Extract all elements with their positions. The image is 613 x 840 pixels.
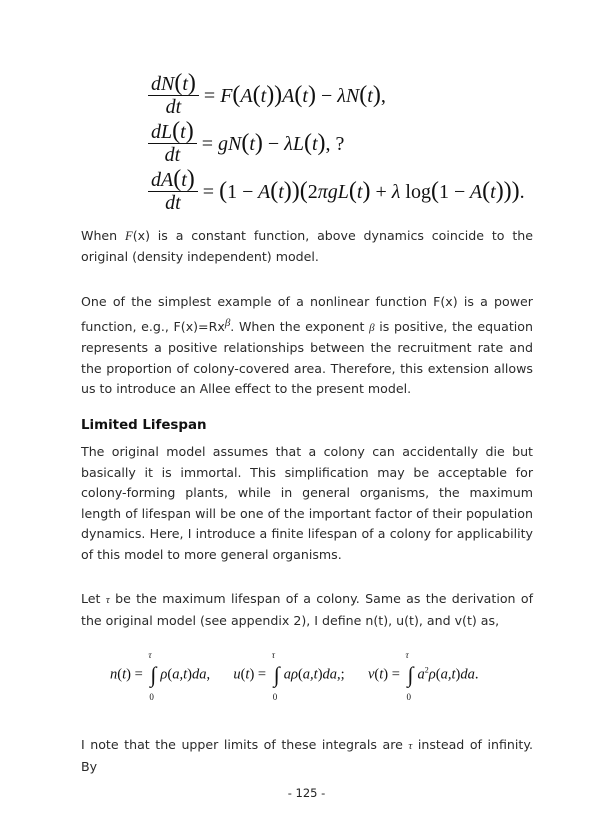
equation-dA-dt: $\frac{dA(t)}{dt}$ = (1 − A(t))(2πgL(t) + λ log(1 − A(t))).: [148, 168, 525, 214]
paragraph-upper-limits: I note that the upper limits of these integrals are τ instead of infinity. By: [81, 737, 533, 774]
equation-dN-dt: $\frac{dN(t)}{dt}$ = F(A(t))A(t) − λN(t),: [148, 72, 386, 118]
paragraph-power-function: One of the simplest example of a nonlinear function F(x) is a power function, e.g., $F(x)=Rx^\beta$. When the exponent β is positive, the equation represents a positive relationships between the recruitment rate and the proportion of colony-covered area. Therefore, this extension allows us to introduce an Allee effect to the present model.: [81, 294, 533, 397]
page-number: - 125 -: [287, 786, 326, 800]
paragraph-original-model: The original model assumes that a colony can accidentally die but basically it is immortal. This simplification may be acceptable for colony-forming plants, while in general organisms, the maximum length of lifespan will be one of the important factor of their population dynamics. Here, I introduce a finite lifespan of a colony for applicability of this model to more general organisms.: [81, 444, 533, 562]
equation-dL-dt: $\frac{dL(t)}{dt}$ = gN(t) − λL(t), ?: [148, 120, 344, 166]
equation-integrals: n(t) = ∫ τ 0 ρ(a,t)da, u(t) = ∫ τ 0 aρ(a,t)da,; v(t) = ∫ τ 0 $a^2\rho(a,t)da$.: [110, 650, 479, 702]
paragraph-define-lifespan: Let τ be the maximum lifespan of a colony. Same as the derivation of the original model (see appendix 2), I define n(t), u(t), and v(t) as,: [81, 591, 533, 628]
section-heading: Limited Lifespan: [81, 418, 207, 433]
paragraph-constant-function: When F(x) is a constant function, above dynamics coincide to the original (density independent) model.: [81, 228, 533, 264]
